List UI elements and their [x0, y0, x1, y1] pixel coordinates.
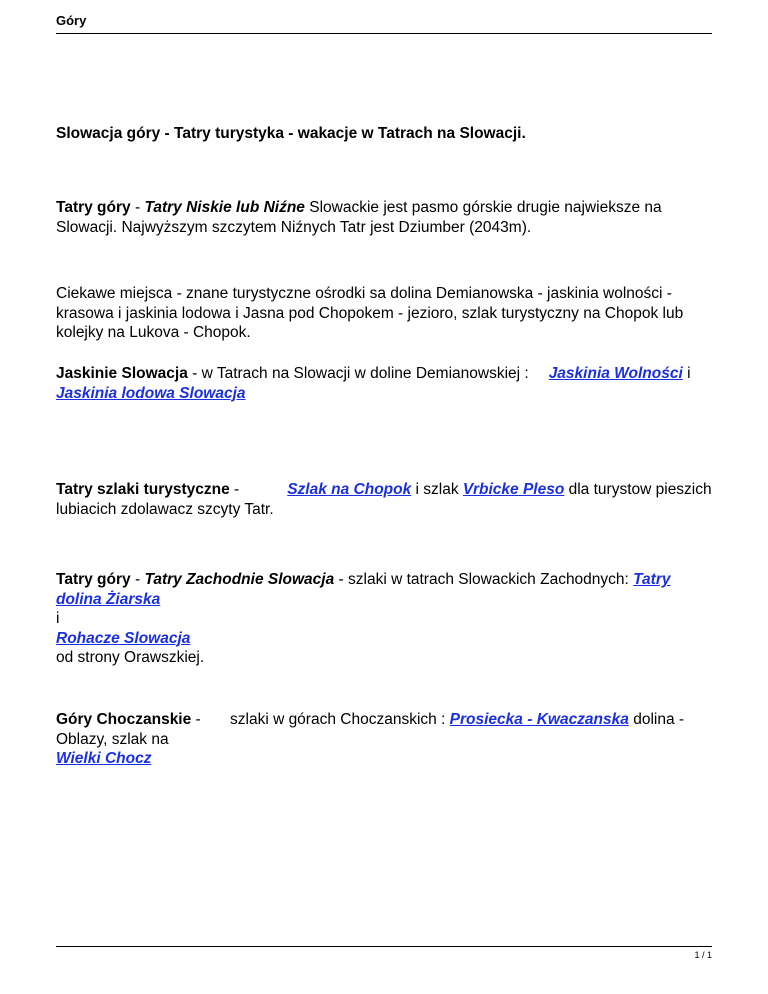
p5-and: i — [56, 610, 60, 627]
p1-text: Slowackie jest pasmo górskie drugie najwieksze na Slowacji. Najwyższym szczytem Niźnych Tatr jest Dziumber (2043m). — [56, 199, 662, 236]
p5-bold-italic: Tatry Zachodnie Slowacja — [144, 571, 335, 588]
p2-text: Ciekawe miejsca - znane turystyczne ośrodki sa dolina Demianowska - jaskinia wolności - krasowa i jaskinia lodowa i Jasna pod Chopokem - jezioro, szlak turystyczny na Chopok lub kolejky na Lukova - Chopok. — [56, 285, 684, 341]
p4-sep: - — [229, 481, 240, 498]
p3-text: - w Tatrach na Slowacji w doline Demianowskiej : — [187, 365, 529, 382]
paragraph-szlaki — [56, 480, 712, 519]
link-prosiecka-kwaczanska[interactable]: Prosiecka - Kwaczanska — [449, 711, 629, 728]
paragraph-tatry-zachodnie — [56, 570, 712, 668]
link-wielki-chocz[interactable]: Wielki Chocz — [56, 750, 152, 767]
p3-bold: Jaskinie Slowacja — [56, 365, 188, 382]
p6-text2: dolina - — [628, 711, 685, 728]
p1-sep: - — [130, 199, 145, 216]
footer-divider — [56, 946, 712, 947]
p4-mid: i szlak — [411, 481, 463, 498]
page-number: 1 / 1 — [694, 950, 712, 960]
p1-bold-italic: Tatry Niskie lub Niźne — [144, 199, 305, 216]
p6-text3: Oblazy, szlak na — [56, 730, 169, 748]
p6-bold: Góry Choczanskie — [56, 711, 192, 728]
link-jaskinia-wolnosci[interactable]: Jaskinia Wolności — [548, 365, 683, 382]
link-tatry-dolina-ziarska[interactable]: Tatry dolina Żiarska — [56, 571, 671, 608]
p4-text: dla turystow pieszich lubiacich zdolawacz szcyty Tatr. — [56, 481, 712, 518]
link-rohacze-slowacja[interactable]: Rohacze Slowacja — [56, 629, 191, 647]
p6-right-column — [230, 710, 712, 730]
header-divider — [56, 33, 712, 34]
link-jaskinia-lodowa[interactable]: Jaskinia lodowa Slowacja — [56, 384, 246, 402]
p5-bold: Tatry góry — [56, 571, 131, 588]
p1-bold: Tatry góry — [56, 199, 131, 216]
paragraph-ciekawe-miejsca — [56, 284, 712, 343]
p4-bold: Tatry szlaki turystyczne — [56, 481, 230, 498]
p6-sep: - — [191, 711, 201, 728]
p6-left-column — [56, 710, 216, 769]
paragraph-jaskinie — [56, 364, 712, 403]
page-header-title: Góry — [56, 13, 87, 28]
link-szlak-na-chopok[interactable]: Szlak na Chopok — [287, 481, 412, 498]
p6-text1: szlaki w górach Choczanskich : — [230, 711, 450, 728]
p3-and: i — [682, 365, 691, 382]
link-vrbicke-pleso[interactable]: Vrbicke Pleso — [462, 481, 565, 498]
paragraph-niskie-tatry — [56, 198, 712, 237]
p5-sep: - — [130, 571, 145, 588]
page-heading: Slowacja góry - Tatry turystyka - wakacje w Tatrach na Slowacji. — [56, 125, 526, 142]
p5-tail: od strony Orawszkiej. — [56, 649, 205, 666]
p5-text: - szlaki w tatrach Slowackich Zachodnych: — [334, 571, 634, 588]
